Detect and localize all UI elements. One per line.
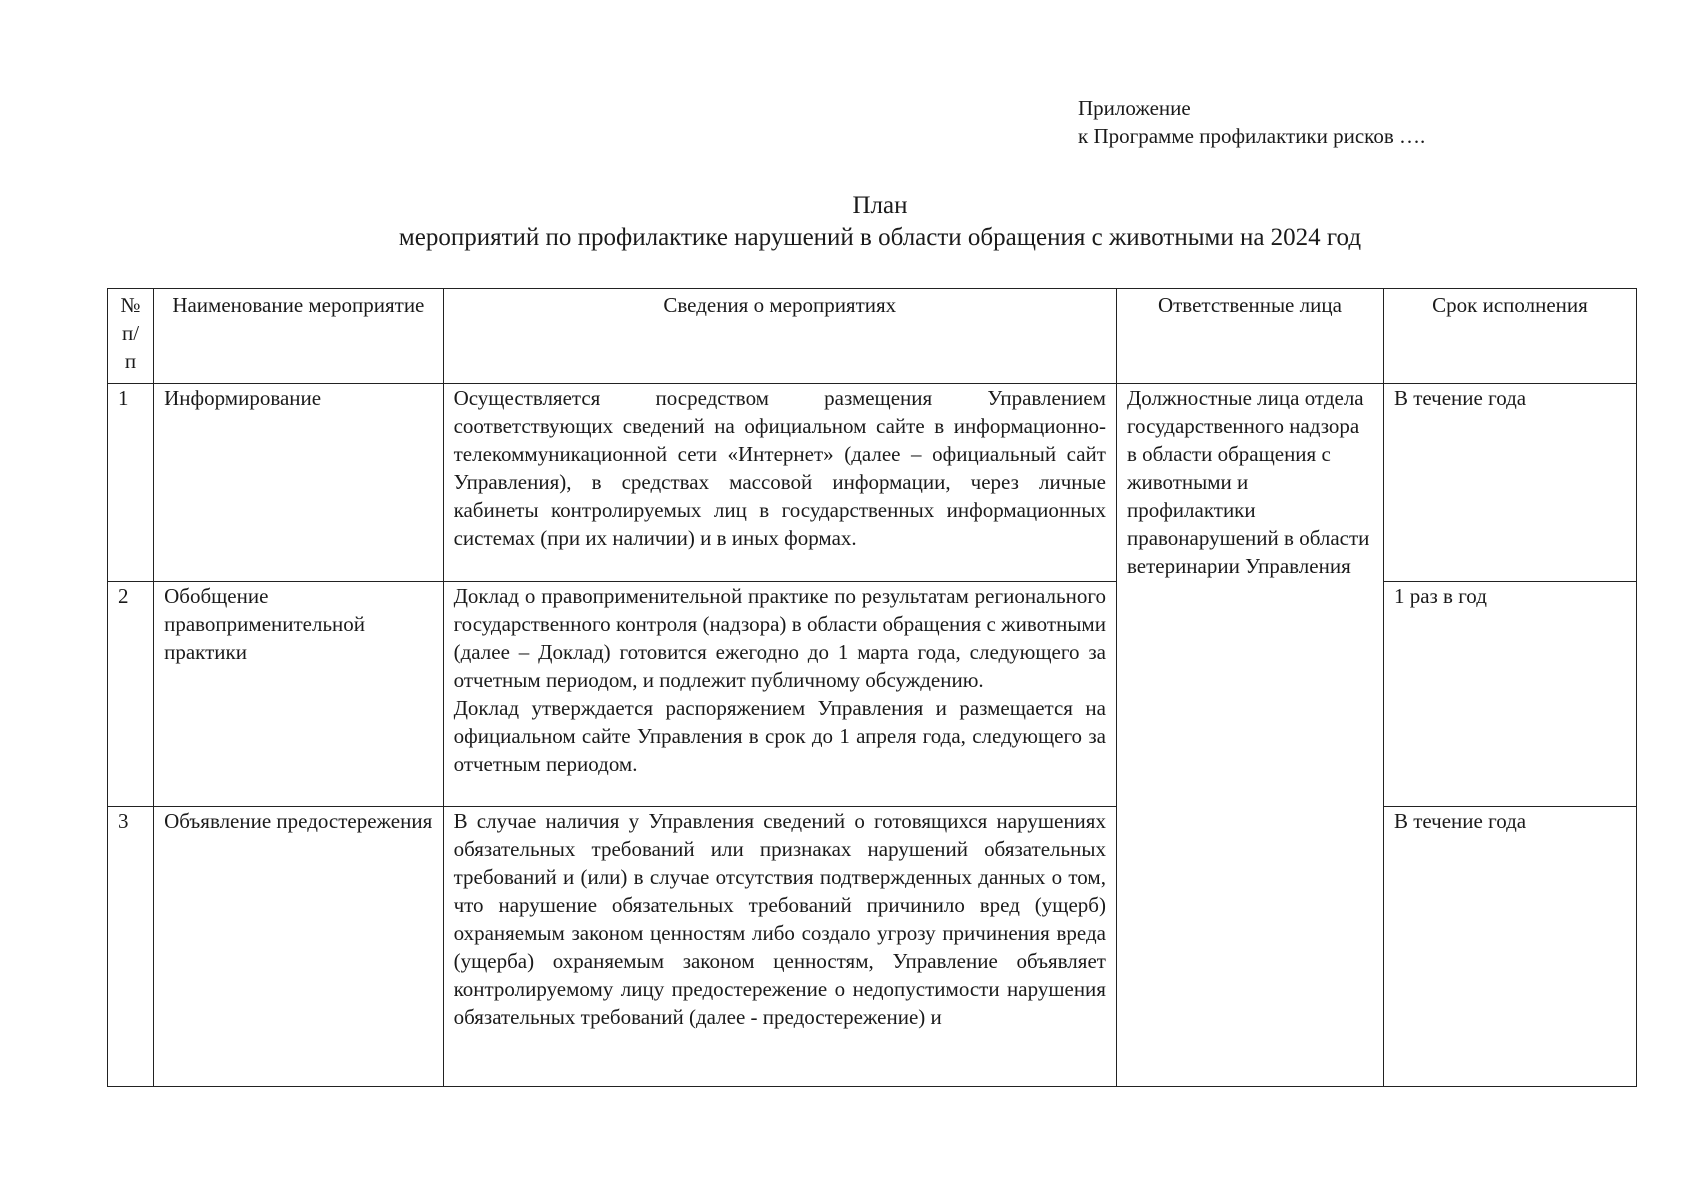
title-line-1: План (852, 192, 908, 219)
row-name: Объявление предостережения (154, 807, 444, 1087)
appendix-note (1078, 94, 1425, 150)
responsible-persons: Должностные лица отдела государственного надзора в области обращения с животными и профилактики правонарушений в области ветеринарии Управления (1116, 384, 1383, 1087)
header-term: Срок исполнения (1383, 289, 1636, 384)
row-name: Информирование (154, 384, 444, 582)
row-info-text-2: Доклад утверждается распоряжением Управления и размещается на официальном сайте Управления в срок до 1 апреля года, следующего за отчетным периодом. (453, 696, 1106, 776)
row-term: 1 раз в год (1383, 582, 1636, 807)
table-row (108, 384, 1637, 582)
row-info (443, 582, 1116, 807)
row-number: 1 (108, 384, 154, 582)
row-term: В течение года (1383, 807, 1636, 1087)
header-responsible: Ответственные лица (1116, 289, 1383, 384)
header-name: Наименование мероприятие (154, 289, 444, 384)
appendix-line-1: Приложение (1078, 96, 1191, 120)
row-number: 2 (108, 582, 154, 807)
row-term: В течение года (1383, 384, 1636, 582)
row-info-text: Осуществляется посредством размещения Управлением соответствующих сведений на официальном сайте в информационно-телекоммуникационной сети «Интернет» (далее – официальный сайт Управления), в средствах массовой информации, через личные кабинеты контролируемых лиц в государственных информационных системах (при их наличии) и в иных формах. (453, 386, 1106, 550)
table-header-row (108, 289, 1637, 384)
row-info-text: Доклад о правоприменительной практике по результатам регионального государственного контроля (надзора) в области обращения с животными (далее – Доклад) готовится ежегодно до 1 марта года, следующего за отчетным периодом, и подлежит публичному обсуждению. (453, 584, 1106, 692)
document-title (100, 191, 1660, 253)
row-info (443, 807, 1116, 1087)
row-info-text: В случае наличия у Управления сведений о готовящихся нарушениях обязательных требований или признаках нарушений обязательных требований и (или) в случае отсутствия подтвержденных данных о том, что нарушение обязательных требований причинило вред (ущерб) охраняемым законом ценностям либо создало угрозу причинения вреда (ущерба) охраняемым законом ценностям, Управление объявляет контролируемому лицу предостережение о недопустимости нарушения обязательных требований (далее - предостережение) и (453, 809, 1106, 1029)
appendix-line-2: к Программе профилактики рисков …. (1078, 124, 1426, 148)
table-row (108, 582, 1637, 807)
row-name: Обобщение правоприменительной практики (154, 582, 444, 807)
row-number: 3 (108, 807, 154, 1087)
plan-table (107, 288, 1637, 1087)
table-row (108, 807, 1637, 1087)
header-num: № п/п (108, 289, 154, 384)
title-line-2: мероприятий по профилактике нарушений в области обращения с животными на 2024 год (398, 224, 1362, 251)
header-info: Сведения о мероприятиях (443, 289, 1116, 384)
row-info (443, 384, 1116, 582)
